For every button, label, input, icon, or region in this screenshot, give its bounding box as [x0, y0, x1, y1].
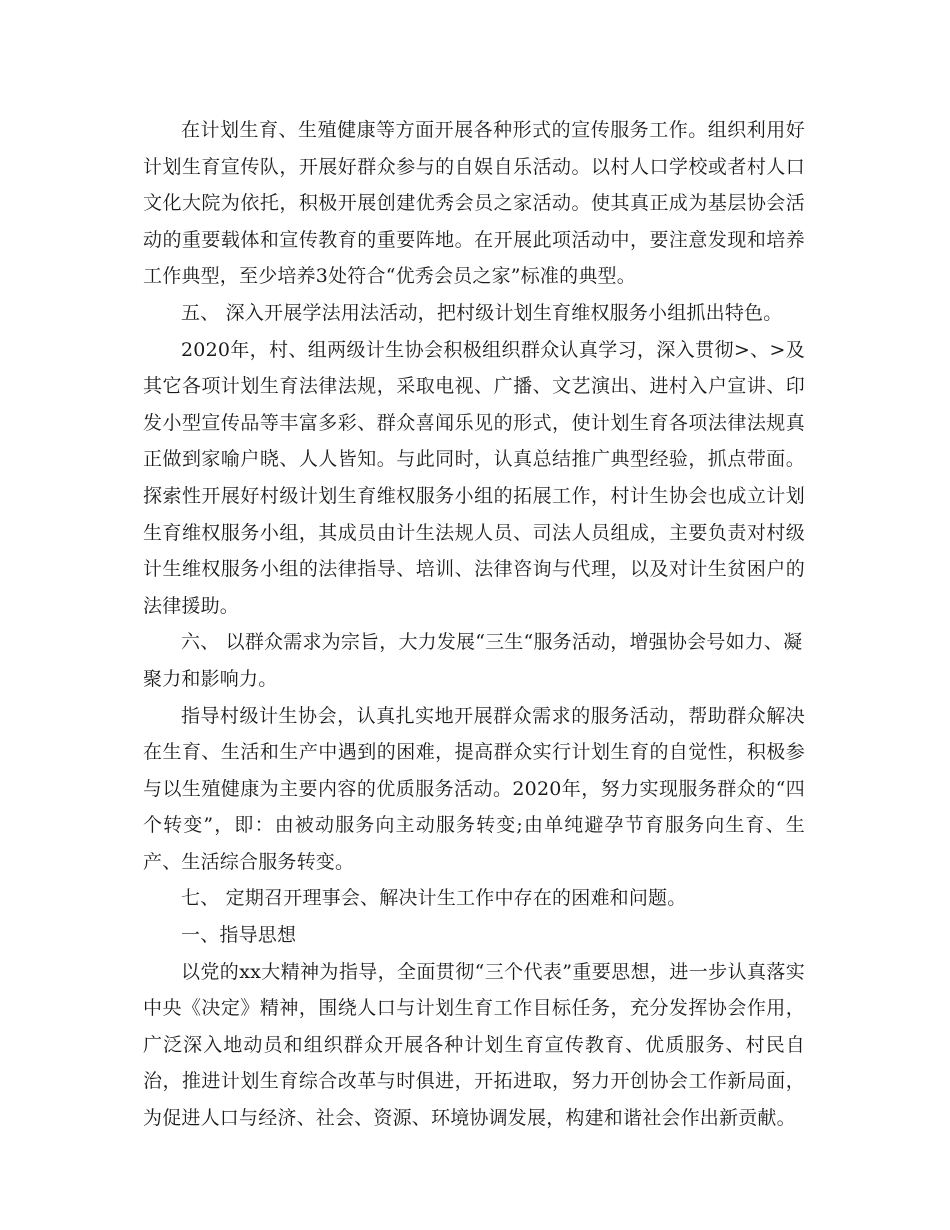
- paragraph-law-activities: 2020年，村、组两级计生协会积极组织群众认真学习，深入贯彻>、>及其它各项计划生育法律法规，采取电视、广播、文艺演出、进村入户宣讲、印发小型宣传品等丰富多彩、群众喜闻乐见的形式，使计划生育各项法律法规真正做到家喻户晓、人人皆知。与此同时，认真总结推广典型经验，抓点带面。探索性开展好村级计划生育维权服务小组的拓展工作，村计生协会也成立计划生育维权服务小组，其成员由计生法规人员、司法人员组成，主要负责对村级计生维权服务小组的法律指导、培训、法律咨询与代理，以及对计生贫困户的法律援助。: [143, 338, 805, 617]
- section-heading-5: 五、 深入开展学法用法活动，把村级计划生育维权服务小组抓出特色。: [181, 301, 783, 324]
- document-body: [143, 112, 805, 1137]
- paragraph-service-activities: 指导村级计生协会，认真扎实地开展群众需求的服务活动，帮助群众解决在生育、生活和生产中遇到的困难，提高群众实行计划生育的自觉性，积极参与以生殖健康为主要内容的优质服务活动。2020年，努力实现服务群众的“四个转变”，即：由被动服务向主动服务转变;由单纯避孕节育服务向生育、生产、生活综合服务转变。: [143, 704, 805, 873]
- section-heading-7: 七、 定期召开理事会、解决计生工作中存在的困难和问题。: [181, 887, 687, 910]
- paragraph-guiding-ideology: 以党的xx大精神为指导，全面贯彻“三个代表”重要思想，进一步认真落实中央《决定》精神，围绕人口与计划生育工作目标任务，充分发挥协会作用，广泛深入地动员和组织群众开展各种计划生育宣传教育、优质服务、村民自治，推进计划生育综合改革与时俱进，开拓进取，努力开创协会工作新局面，为促进人口与经济、社会、资源、环境协调发展，构建和谐社会作出新贡献。: [143, 960, 805, 1130]
- paragraph-family-planning-publicity: 在计划生育、生殖健康等方面开展各种形式的宣传服务工作。组织利用好计划生育宣传队，开展好群众参与的自娱自乐活动。以村人口学校或者村人口文化大院为依托，积极开展创建优秀会员之家活动。使其真正成为基层协会活动的重要载体和宣传教育的重要阵地。在开展此项活动中，要注意发现和培养工作典型，至少培养3处符合“优秀会员之家”标准的典型。: [143, 119, 805, 288]
- section-heading-6: 六、 以群众需求为宗旨，大力发展“三生“服务活动，增强协会号如力、凝聚力和影响力。: [143, 631, 803, 690]
- section-heading-guiding-ideology: 一、指导思想: [181, 924, 297, 947]
